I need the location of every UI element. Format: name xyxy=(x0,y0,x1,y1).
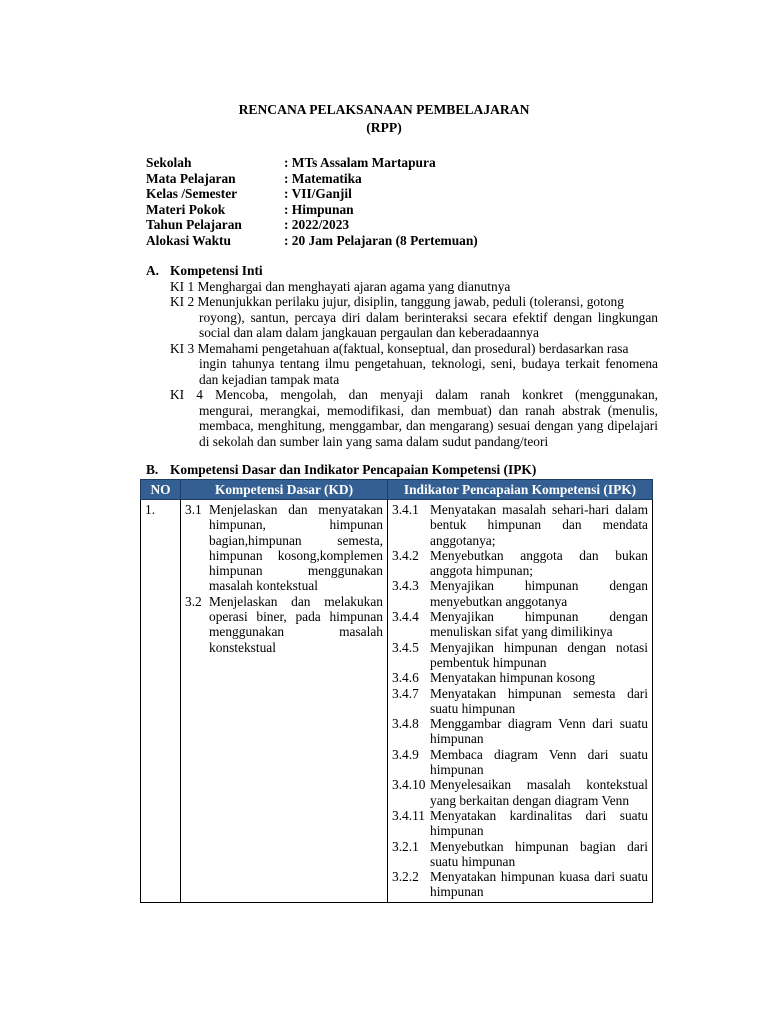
ipk-text: Menyajikan himpunan dengan menuliskan sifat yang dimilikinya xyxy=(430,609,648,640)
info-label: Kelas /Semester xyxy=(146,186,238,201)
ipk-text: Menyajikan himpunan dengan notasi pembentuk himpunan xyxy=(430,639,648,670)
ipk-item xyxy=(392,686,648,717)
section-a-letter: A. xyxy=(146,263,160,278)
header-no: NO xyxy=(141,480,181,500)
ipk-number: 3.4.7 xyxy=(392,685,419,701)
section-b-letter: B. xyxy=(146,462,159,477)
document-title xyxy=(0,101,768,137)
ipk-number: 3.4.4 xyxy=(392,609,419,625)
info-label: Tahun Pelajaran xyxy=(146,217,242,232)
kd-text: Menjelaskan dan menyatakan himpunan, himpunan bagian,himpunan semesta, himpunan kosong,komplemen himpunan menggunakan masalah kontekstual xyxy=(209,502,383,594)
ipk-number: 3.4.11 xyxy=(392,807,425,823)
ipk-number: 3.4.5 xyxy=(392,639,419,655)
ipk-number: 3.4.10 xyxy=(392,777,426,793)
ki-first-line: KI 2 Menunjukkan perilaku jujur, disiplin, tanggung jawab, peduli (toleransi, gotong xyxy=(170,294,624,309)
ipk-item xyxy=(392,578,648,609)
ipk-item xyxy=(392,808,648,839)
section-b-heading xyxy=(146,462,536,478)
ipk-number: 3.4.9 xyxy=(392,746,419,762)
ipk-item xyxy=(392,716,648,747)
ipk-item xyxy=(392,869,648,900)
ipk-text: Menggambar diagram Venn dari suatu himpunan xyxy=(430,716,648,747)
ipk-item xyxy=(392,670,648,685)
section-a-heading xyxy=(146,263,658,279)
info-value: : 20 Jam Pelajaran (8 Pertemuan) xyxy=(284,232,478,248)
ki-first-line: KI 1 Menghargai dan menghayati ajaran agama yang dianutnya xyxy=(170,278,511,294)
ipk-item xyxy=(392,747,648,778)
kd-ipk-table xyxy=(140,479,653,903)
info-value: : 2022/2023 xyxy=(284,217,350,232)
ipk-text: Menyatakan masalah sehari-hari dalam bentuk himpunan dan mendata anggotanya; xyxy=(430,502,648,548)
ipk-item xyxy=(392,640,648,671)
ipk-number: 3.2.1 xyxy=(392,838,419,854)
ki-first-line: KI 4 Mencoba, mengolah, dan menyaji dalam ranah konkret (menggunakan, xyxy=(170,387,658,402)
table-row xyxy=(141,500,653,903)
ipk-item xyxy=(392,548,648,579)
ki-item-4 xyxy=(170,387,658,449)
ki-item-2 xyxy=(170,294,658,341)
row-number: 1. xyxy=(141,500,181,903)
ki-item-3 xyxy=(170,341,658,388)
kd-item xyxy=(185,502,383,594)
info-row xyxy=(146,171,478,187)
info-value: : VII/Ganjil xyxy=(284,186,352,201)
info-label: Mata Pelajaran xyxy=(146,170,236,186)
ipk-number: 3.2.2 xyxy=(392,869,419,885)
ipk-number: 3.4.2 xyxy=(392,547,419,563)
ipk-item xyxy=(392,839,648,870)
info-row xyxy=(146,233,478,249)
info-label: Alokasi Waktu xyxy=(146,232,231,248)
ipk-item xyxy=(392,777,648,808)
ipk-text: Menyatakan kardinalitas dari suatu himpunan xyxy=(430,807,648,839)
ipk-text: Menyatakan himpunan semesta dari suatu himpunan xyxy=(430,685,648,716)
info-value: : Matematika xyxy=(284,170,362,186)
section-kompetensi-inti xyxy=(146,263,658,449)
info-value: : Himpunan xyxy=(284,201,354,217)
ipk-text: Menyelesaikan masalah kontekstual yang berkaitan dengan diagram Venn xyxy=(430,777,648,808)
kd-item xyxy=(185,594,383,655)
identity-block xyxy=(146,155,478,248)
ipk-number: 3.4.1 xyxy=(392,502,419,517)
info-value: : MTs Assalam Martapura xyxy=(284,155,436,170)
ki-first-line: KI 3 Memahami pengetahuan a(faktual, konseptual, dan prosedural) berdasarkan rasa xyxy=(170,340,629,356)
ki-item-1 xyxy=(170,279,658,295)
kd-number: 3.1 xyxy=(185,502,202,517)
ipk-text: Menyatakan himpunan kuasa dari suatu himpunan xyxy=(430,869,648,900)
info-row xyxy=(146,202,478,218)
kd-number: 3.2 xyxy=(185,593,202,609)
ki-continuation: royong), santun, percaya diri dalam berinteraksi secara efektif dengan lingkungan social dan alam dalam jangkauan pergaulan dan keberadaannya xyxy=(199,309,658,340)
kd-text: Menjelaskan dan melakukan operasi biner, pada himpunan menggunakan masalah konstekstual xyxy=(209,593,383,655)
ki-continuation: ingin tahunya tentang ilmu pengetahuan, teknologi, seni, budaya terkait fenomena dan kejadian tampak mata xyxy=(199,356,658,387)
info-row xyxy=(146,186,478,202)
ipk-item xyxy=(392,502,648,548)
ipk-cell xyxy=(388,500,653,903)
section-a-title: Kompetensi Inti xyxy=(170,263,263,278)
ki-continuation: mengurai, merangkai, memodifikasi, dan membuat) dan ranah abstrak (menulis, membaca, menghitung, menggambar, dan mengarang) sesuai dengan yang dipelajari di sekolah dan sumber lain yang sama dalam sudut pandang/teori xyxy=(199,402,658,449)
ipk-text: Menyatakan himpunan kosong xyxy=(430,670,596,686)
ipk-item xyxy=(392,609,648,640)
ipk-text: Menyajikan himpunan dengan menyebutkan anggotanya xyxy=(430,578,648,609)
title-line-2: (RPP) xyxy=(366,120,402,135)
info-row xyxy=(146,155,478,171)
ipk-text: Menyebutkan anggota dan bukan anggota himpunan; xyxy=(430,547,648,579)
header-kd: Kompetensi Dasar (KD) xyxy=(181,480,388,500)
kd-cell xyxy=(181,500,388,903)
ipk-text: Menyebutkan himpunan bagian dari suatu himpunan xyxy=(430,838,648,869)
info-label: Materi Pokok xyxy=(146,201,226,217)
title-line-1: RENCANA PELAKSANAAN PEMBELAJARAN xyxy=(238,102,530,117)
info-label: Sekolah xyxy=(146,155,192,170)
ipk-number: 3.4.3 xyxy=(392,578,419,594)
table-header-row xyxy=(141,480,653,500)
info-row xyxy=(146,217,478,233)
ipk-number: 3.4.6 xyxy=(392,670,419,686)
section-b-title: Kompetensi Dasar dan Indikator Pencapaian Kompetensi (IPK) xyxy=(170,462,537,477)
ipk-text: Membaca diagram Venn dari suatu himpunan xyxy=(430,746,648,778)
header-ipk: Indikator Pencapaian Kompetensi (IPK) xyxy=(388,480,653,500)
ipk-number: 3.4.8 xyxy=(392,716,419,732)
